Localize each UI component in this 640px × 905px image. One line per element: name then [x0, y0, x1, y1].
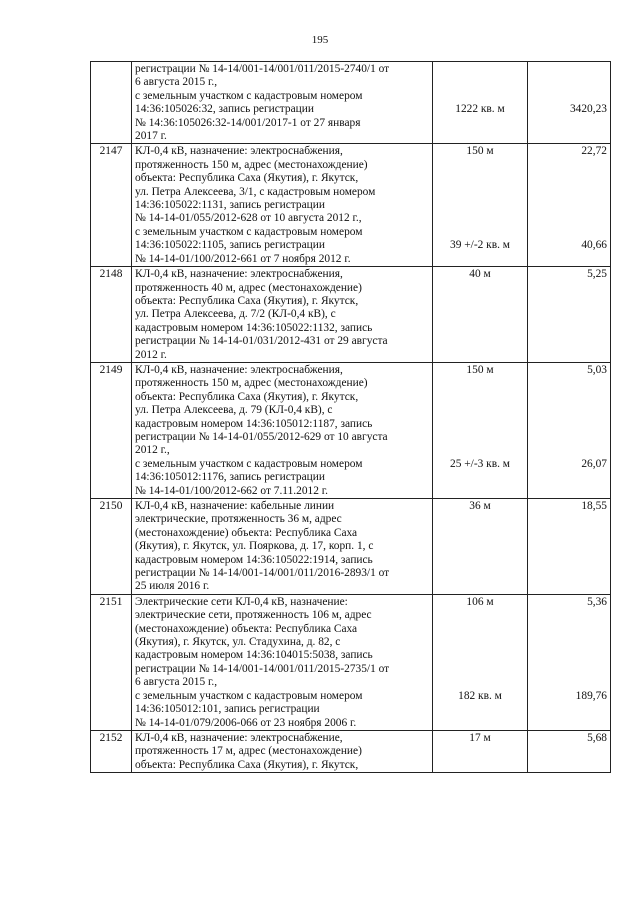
row-value — [528, 362, 611, 498]
description-line: № 14-14-01/079/2006-066 от 23 ноября 2006 г. — [135, 716, 357, 729]
row-value — [528, 267, 611, 363]
row-value — [528, 499, 611, 595]
description-line: объекта: Республика Саха (Якутия), г. Якутск, — [135, 172, 359, 185]
description-line: протяженность 150 м, адрес (местонахождение) — [135, 377, 368, 390]
page-number: 195 — [311, 34, 329, 46]
size-primary: 36 м — [469, 500, 491, 512]
description-line: КЛ-0,4 кВ, назначение: электроснабжения, — [135, 268, 343, 281]
row-number: 2151 — [91, 594, 132, 730]
row-number — [91, 62, 132, 144]
size-primary: 17 м — [469, 731, 491, 744]
description-line: (Якутия), г. Якутск, ул. Пояркова, д. 17, корп. 1, с — [135, 540, 374, 553]
size-primary: 40 м — [469, 268, 491, 281]
description-line: № 14-14-01/100/2012-661 от 7 ноября 2012 г. — [135, 252, 351, 265]
description-line: 2012 г., — [135, 444, 170, 457]
description-line: с земельным участком с кадастровым номером — [135, 225, 363, 238]
row-description — [132, 499, 433, 595]
description-line: регистрации № 14-14-01/031/2012-431 от 29 августа — [135, 335, 388, 348]
row-size — [433, 267, 528, 363]
description-line: 14:36:105022:1131, запись регистрации — [135, 199, 325, 212]
description-line: № 14-14-01/055/2012-628 от 10 августа 2012 г., — [135, 212, 362, 225]
row-size — [433, 144, 528, 267]
row-number: 2149 — [91, 362, 132, 498]
description-line: ул. Петра Алексеева, 3/1, с кадастровым номером — [135, 185, 376, 198]
table-row — [91, 730, 611, 772]
description-line: с земельным участком с кадастровым номером — [135, 689, 363, 702]
row-size — [433, 62, 528, 144]
description-line: с земельным участком с кадастровым номером — [135, 89, 363, 102]
row-number: 2150 — [91, 499, 132, 595]
description-line: объекта: Республика Саха (Якутия), г. Якутск, — [135, 390, 359, 403]
size-secondary: 182 кв. м — [458, 689, 502, 702]
size-secondary: 25 +/-3 кв. м — [450, 457, 510, 470]
value-secondary: 3420,23 — [569, 103, 607, 116]
value-primary: 5,03 — [587, 363, 607, 376]
row-size — [433, 362, 528, 498]
description-line: протяженность 17 м, адрес (местонахождение) — [135, 745, 362, 758]
table-row — [91, 267, 611, 363]
description-line: объекта: Республика Саха (Якутия), г. Якутск, — [135, 758, 359, 771]
size-primary: 106 м — [466, 595, 494, 608]
row-size — [433, 594, 528, 730]
description-line: протяженность 40 м, адрес (местонахождение) — [135, 281, 362, 294]
row-description — [132, 730, 433, 772]
description-line: КЛ-0,4 кВ, назначение: электроснабжения, — [135, 145, 343, 158]
table-row — [91, 594, 611, 730]
description-line: кадастровым номером 14:36:105012:1187, запись — [135, 417, 373, 430]
description-line: регистрации № 14-14/001-14/001/011/2015-2735/1 от — [135, 662, 390, 675]
description-line: (местонахождение) объекта: Республика Саха — [135, 622, 358, 635]
description-line: протяженность 150 м, адрес (местонахождение) — [135, 158, 368, 171]
description-line: КЛ-0,4 кВ, назначение: кабельные линии — [135, 500, 335, 512]
size-secondary: 1222 кв. м — [455, 103, 505, 116]
row-number: 2152 — [91, 730, 132, 772]
description-line: 2017 г. — [135, 130, 167, 143]
description-line: ул. Петра Алексеева, д. 79 (КЛ-0,4 кВ), с — [135, 404, 333, 417]
description-line: кадастровым номером 14:36:104015:5038, запись — [135, 649, 373, 662]
size-primary: 150 м — [466, 145, 494, 158]
description-line: кадастровым номером 14:36:105022:1914, запись — [135, 553, 373, 566]
description-line: регистрации № 14-14/001-14/001/011/2016-2893/1 от — [135, 567, 390, 580]
table-row — [91, 144, 611, 267]
property-table — [90, 61, 611, 773]
size-secondary: 39 +/-2 кв. м — [450, 239, 510, 252]
description-line: кадастровым номером 14:36:105022:1132, запись — [135, 321, 373, 334]
value-primary: 5,36 — [587, 595, 607, 608]
table-row — [91, 62, 611, 144]
description-line: (местонахождение) объекта: Республика Саха — [135, 526, 358, 539]
description-line: Электрические сети КЛ-0,4 кВ, назначение: — [135, 595, 348, 608]
description-line: электрические сети, протяженность 106 м, адрес — [135, 609, 372, 622]
description-line: 6 августа 2015 г., — [135, 676, 218, 689]
table-row — [91, 362, 611, 498]
description-line: 25 июля 2016 г. — [135, 580, 210, 593]
row-size — [433, 730, 528, 772]
row-description — [132, 594, 433, 730]
table-row — [91, 499, 611, 595]
row-description — [132, 144, 433, 267]
value-secondary: 40,66 — [581, 239, 607, 252]
row-value — [528, 62, 611, 144]
table-body — [91, 62, 611, 773]
row-number: 2147 — [91, 144, 132, 267]
row-value — [528, 594, 611, 730]
value-secondary: 189,76 — [575, 689, 607, 702]
description-line: 14:36:105022:1105, запись регистрации — [135, 239, 325, 252]
description-line: электрические, протяженность 36 м, адрес — [135, 513, 342, 526]
description-line: регистрации № 14-14-01/055/2012-629 от 10 августа — [135, 430, 388, 443]
value-primary: 22,72 — [581, 145, 607, 158]
description-line: 6 августа 2015 г., — [135, 76, 218, 89]
description-line: ул. Петра Алексеева, д. 7/2 (КЛ-0,4 кВ), с — [135, 308, 336, 321]
row-size — [433, 499, 528, 595]
row-description — [132, 267, 433, 363]
description-line: (Якутия), г. Якутск, ул. Стадухина, д. 82, с — [135, 636, 341, 649]
row-description — [132, 362, 433, 498]
description-line: объекта: Республика Саха (Якутия), г. Якутск, — [135, 294, 359, 307]
row-value — [528, 144, 611, 267]
description-line: 14:36:105012:1176, запись регистрации — [135, 471, 325, 484]
value-primary: 5,68 — [587, 731, 607, 744]
description-line: с земельным участком с кадастровым номером — [135, 457, 363, 470]
row-value — [528, 730, 611, 772]
description-line: № 14:36:105026:32-14/001/2017-1 от 27 января — [135, 116, 361, 129]
description-line: № 14-14-01/100/2012-662 от 7.11.2012 г. — [135, 484, 328, 497]
description-line: КЛ-0,4 кВ, назначение: электроснабжения, — [135, 363, 343, 376]
description-line: 2012 г. — [135, 348, 167, 361]
description-line: 14:36:105026:32, запись регистрации — [135, 103, 314, 116]
description-line: регистрации № 14-14/001-14/001/011/2015-2740/1 от — [135, 63, 390, 75]
size-primary: 150 м — [466, 363, 494, 376]
value-secondary: 26,07 — [581, 457, 607, 470]
row-number: 2148 — [91, 267, 132, 363]
description-line: 14:36:105012:101, запись регистрации — [135, 703, 320, 716]
row-description — [132, 62, 433, 144]
value-primary: 5,25 — [587, 268, 607, 281]
description-line: КЛ-0,4 кВ, назначение: электроснабжение, — [135, 731, 343, 744]
value-primary: 18,55 — [581, 500, 607, 512]
